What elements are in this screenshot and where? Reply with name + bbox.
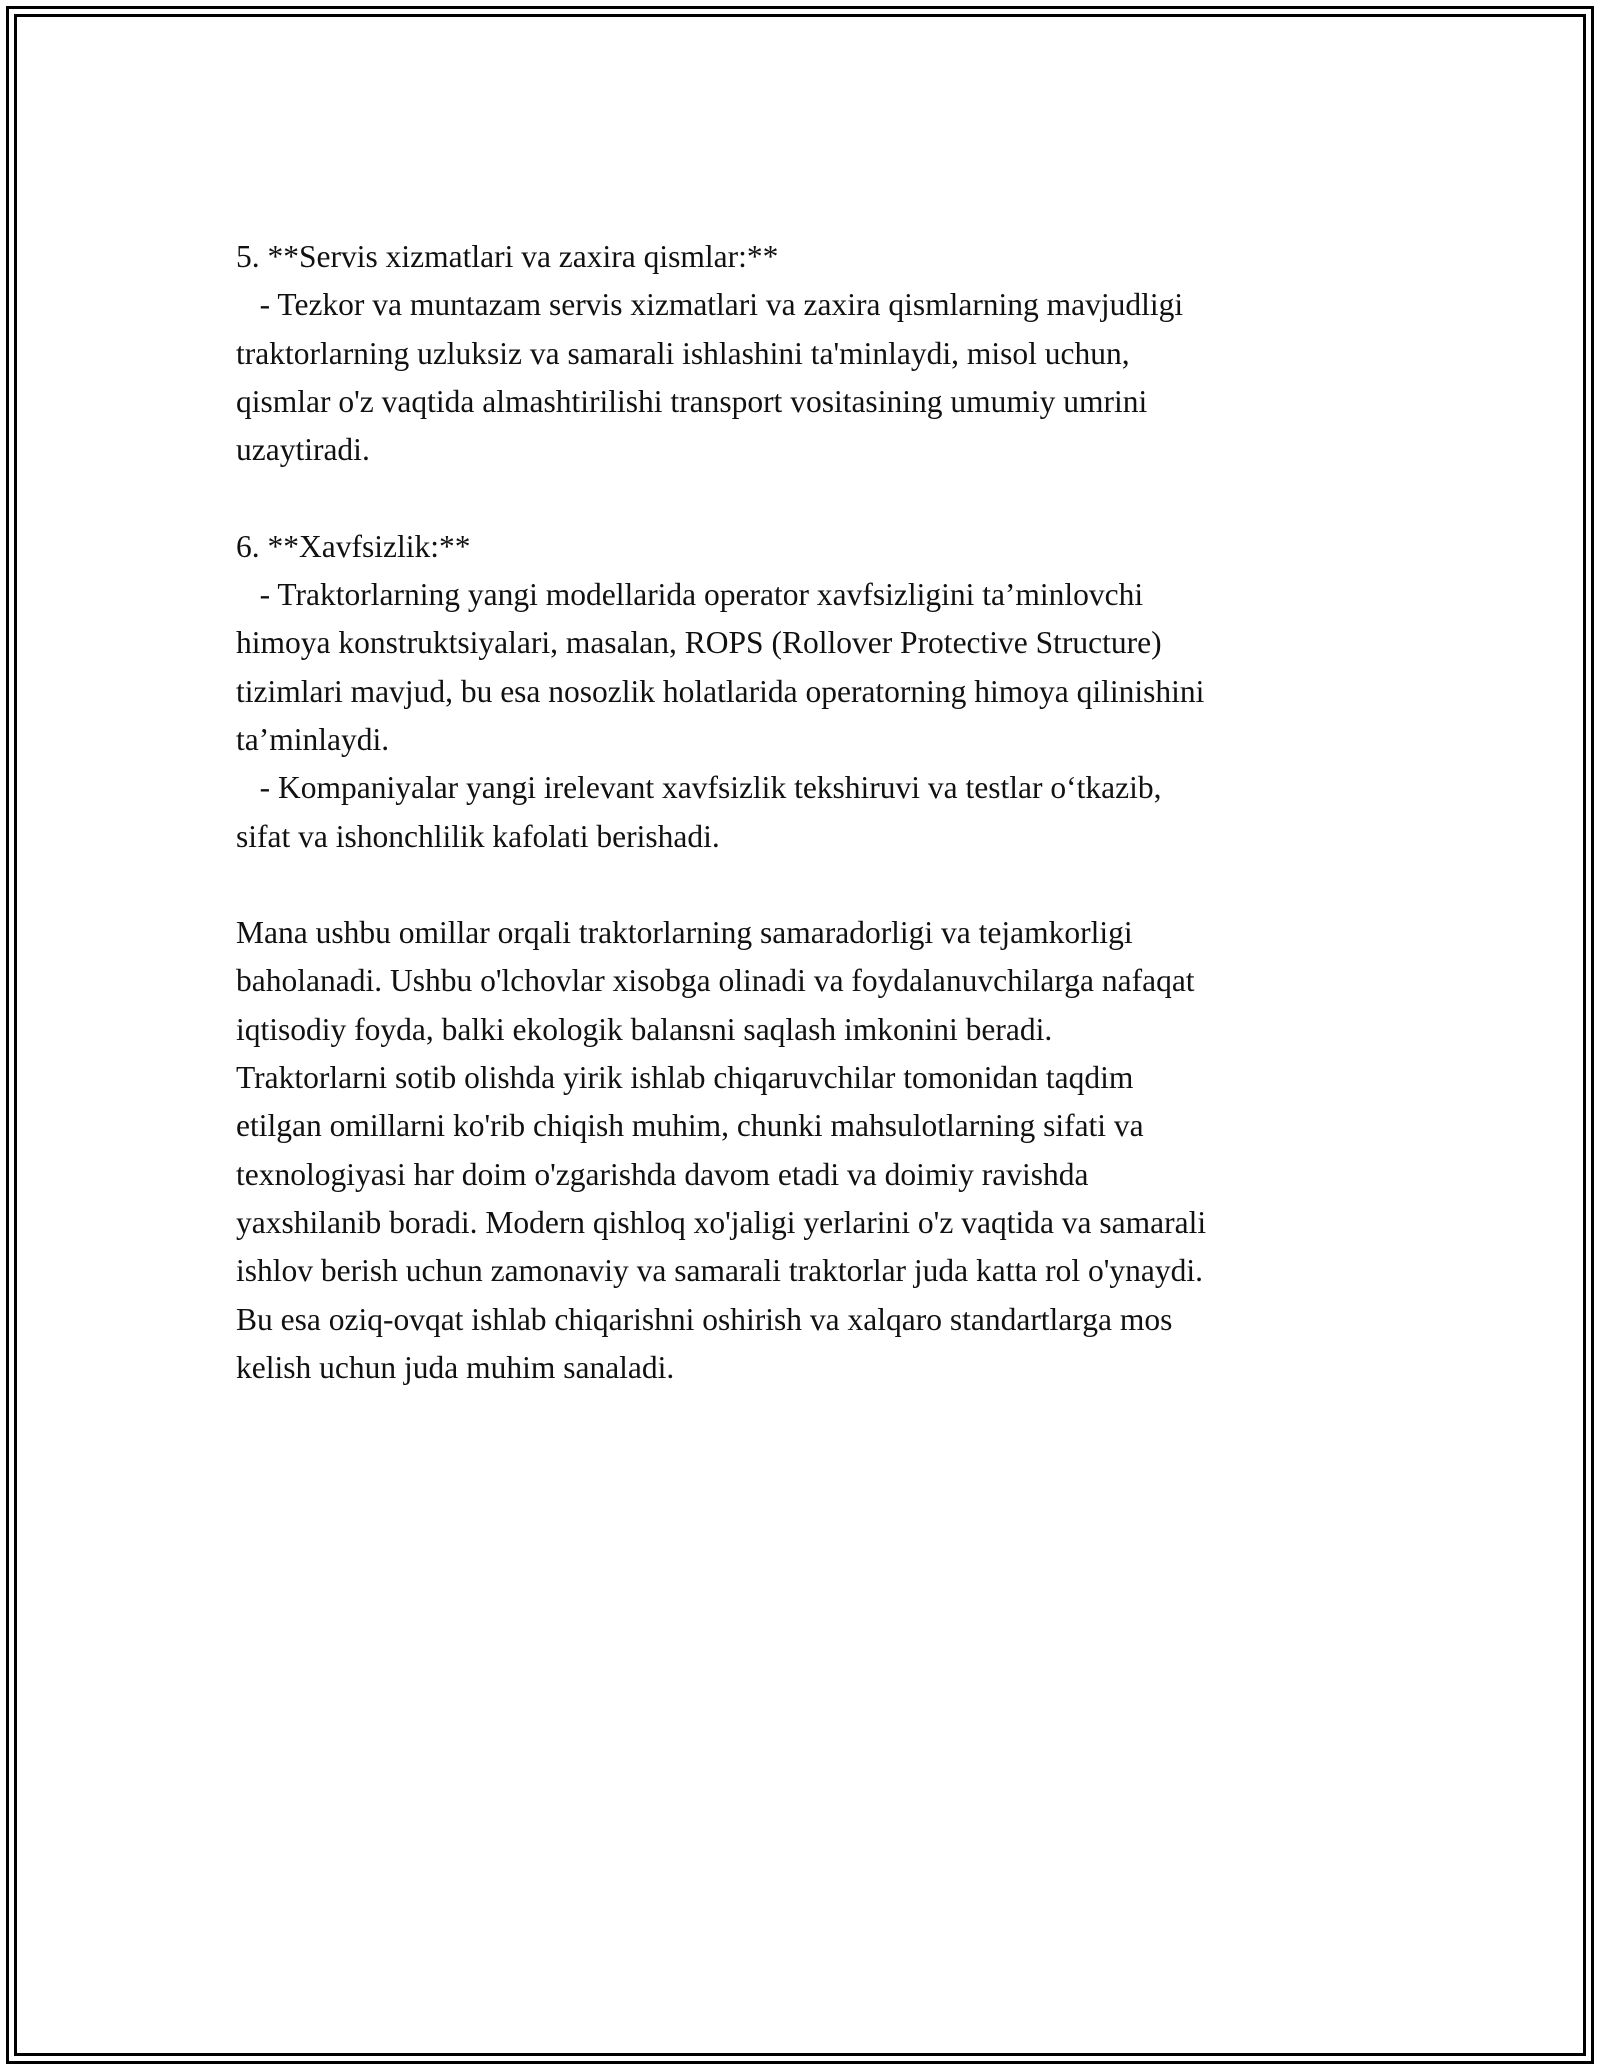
paragraph-line: ta’minlaydi. bbox=[236, 721, 390, 757]
paragraph-line: kelish uchun juda muhim sanaladi. bbox=[236, 1349, 675, 1385]
document-body bbox=[236, 233, 1366, 1392]
paragraph-line: sifat va ishonchlilik kafolati berishadi. bbox=[236, 818, 720, 854]
paragraph-line: - Traktorlarning yangi modellarida operator xavfsizligini ta’minlovchi bbox=[236, 577, 1144, 613]
paragraph-line: ishlov berish uchun zamonaviy va samarali traktorlar juda katta rol o'ynaydi. bbox=[236, 1253, 1204, 1289]
paragraph-line: yaxshilanib boradi. Modern qishloq xo'jaligi yerlarini o'z vaqtida va samarali bbox=[236, 1204, 1207, 1240]
blank-line bbox=[236, 861, 1366, 909]
paragraph-line: baholanadi. Ushbu o'lchovlar xisobga olinadi va foydalanuvchilarga nafaqat bbox=[236, 963, 1195, 999]
paragraph-line: qismlar o'z vaqtida almashtirilishi transport vositasining umumiy umrini bbox=[236, 383, 1148, 419]
blank-line bbox=[236, 474, 1366, 522]
paragraph-line: iqtisodiy foyda, balki ekologik balansni saqlash imkonini beradi. bbox=[236, 1011, 1053, 1047]
section-heading: 5. **Servis xizmatlari va zaxira qismlar:** bbox=[236, 239, 779, 274]
paragraph-line: etilgan omillarni ko'rib chiqish muhim, chunki mahsulotlarning sifati va bbox=[236, 1108, 1144, 1144]
section-safety bbox=[236, 523, 1366, 861]
conclusion-paragraph bbox=[236, 909, 1366, 1392]
paragraph-line: Mana ushbu omillar orqali traktorlarning samaradorligi va tejamkorligi bbox=[236, 915, 1133, 951]
paragraph-line: Bu esa oziq-ovqat ishlab chiqarishni oshirish va xalqaro standartlarga mos bbox=[236, 1301, 1173, 1337]
paragraph-line: - Tezkor va muntazam servis xizmatlari va zaxira qismlarning mavjudligi bbox=[236, 287, 1184, 323]
paragraph-line: uzaytiradi. bbox=[236, 432, 370, 468]
paragraph-line: tizimlari mavjud, bu esa nosozlik holatlarida operatorning himoya qilinishini bbox=[236, 673, 1205, 709]
paragraph-line: himoya konstruktsiyalari, masalan, ROPS (Rollover Protective Structure) bbox=[236, 625, 1162, 661]
paragraph-line: traktorlarning uzluksiz va samarali ishlashini ta'minlaydi, misol uchun, bbox=[236, 335, 1130, 371]
paragraph-line: texnologiyasi har doim o'zgarishda davom etadi va doimiy ravishda bbox=[236, 1156, 1089, 1192]
section-service-parts bbox=[236, 233, 1366, 474]
section-heading: 6. **Xavfsizlik:** bbox=[236, 528, 471, 564]
paragraph-line: Traktorlarni sotib olishda yirik ishlab chiqaruvchilar tomonidan taqdim bbox=[236, 1060, 1134, 1096]
paragraph-line: - Kompaniyalar yangi irelevant xavfsizlik tekshiruvi va testlar o‘tkazib, bbox=[236, 770, 1162, 806]
